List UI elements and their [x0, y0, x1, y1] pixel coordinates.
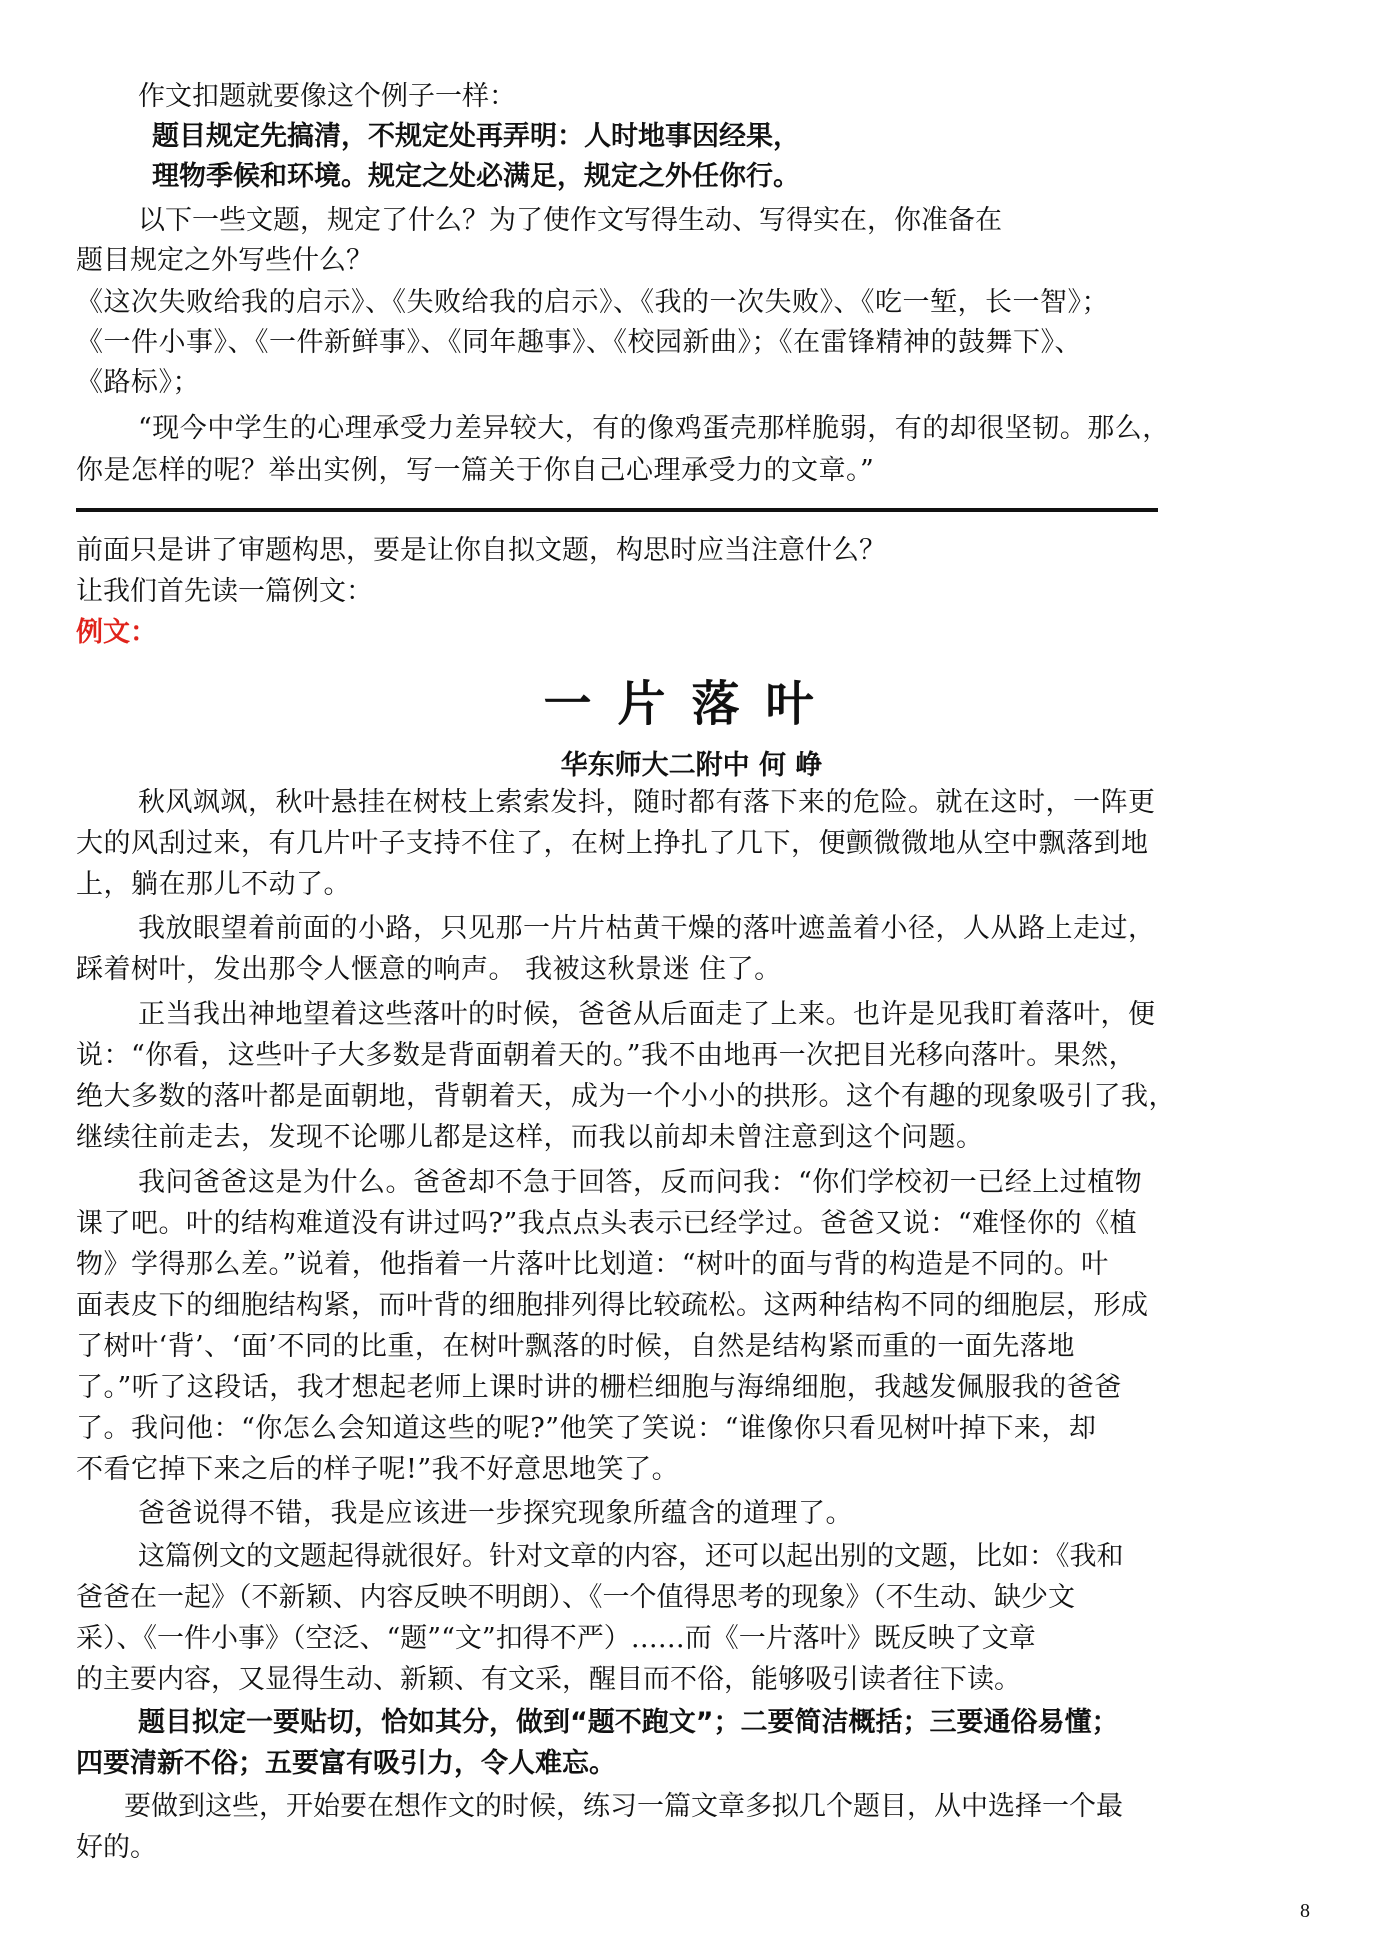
quote-line-1: “现今中学生的心理承受力差异较大，有的像鸡蛋壳那样脆弱，有的却很坚韧。那么， [138, 413, 1170, 444]
commentary-line-8: 好的。 [76, 1832, 157, 1863]
essay-line: 课了吧。叶的结构难道没有讲过吗?”我点点头表示已经学过。爸爸又说：“难怪你的《植 [76, 1208, 1138, 1239]
essay-line: 继续往前走去，发现不论哪儿都是这样，而我以前却未曾注意到这个问题。 [76, 1122, 984, 1153]
essay-author: 华东师大二附中 何 峥 [560, 750, 823, 781]
essay-line: 踩着树叶，发出那令人惬意的响声。 我被这秋景迷 住了。 [76, 954, 782, 985]
rule-line-1: 题目拟定一要贴切，恰如其分，做到“题不跑文”；二要简洁概括；三要通俗易懂； [138, 1707, 1119, 1738]
essay-line: 不看它掉下来之后的样子呢!”我不好意思地笑了。 [76, 1454, 680, 1485]
essay-line: 上，躺在那儿不动了。 [76, 869, 351, 900]
essay-line: 秋风飒飒，秋叶悬挂在树枝上索索发抖，随时都有落下来的危险。就在这时，一阵更 [138, 787, 1156, 818]
intro-line-5: 题目规定之外写些什么？ [76, 245, 373, 276]
title-list-line-2: 《一件小事》、《一件新鲜事》、《同年趣事》、《校园新曲》；《在雷锋精神的鼓舞下》、 [76, 327, 1082, 358]
essay-line: 了树叶‘背’、‘面’不同的比重，在树叶飘落的时候，自然是结构紧而重的一面先落地 [76, 1331, 1075, 1362]
essay-line: 我放眼望着前面的小路，只见那一片片枯黄干燥的落叶遮盖着小径，人从路上走过， [138, 913, 1156, 944]
essay-line: 了。”听了这段话，我才想起老师上课时讲的栅栏细胞与海绵细胞，我越发佩服我的爸爸 [76, 1372, 1122, 1403]
commentary-line-2: 爸爸在一起》（不新颖、内容反映不明朗）、《一个值得思考的现象》（不生动、缺少文 [76, 1582, 1075, 1613]
essay-line: 物》学得那么差。”说着，他指着一片落叶比划道：“树叶的面与背的构造是不同的。叶 [76, 1249, 1109, 1280]
commentary-line-3: 采）、《一件小事》（空泛、“题”“文”扣得不严）……而《一片落叶》既反映了文章 [76, 1623, 1036, 1654]
essay-line: 说：“你看，这些叶子大多数是背面朝着天的。”我不由地再一次把目光移向落叶。果然， [76, 1040, 1137, 1071]
section-divider [76, 508, 1158, 512]
section2-line-2: 让我们首先读一篇例文： [76, 576, 373, 607]
page-number: 8 [1300, 1900, 1310, 1922]
intro-line-1: 作文扣题就要像这个例子一样： [138, 81, 516, 112]
intro-line-4: 以下一些文题，规定了什么？为了使作文写得生动、写得实在，你准备在 [138, 205, 1002, 236]
section2-line-1: 前面只是讲了审题构思，要是让你自拟文题，构思时应当注意什么？ [76, 535, 886, 566]
essay-line: 爸爸说得不错，我是应该进一步探究现象所蕴含的道理了。 [138, 1498, 853, 1529]
title-list-line-1: 《这次失败给我的启示》、《失败给我的启示》、《我的一次失败》、《吃一堑，长一智》； [76, 287, 1109, 318]
mnemonic-line-2: 理物季候和环境。规定之处必满足，规定之外任你行。 [152, 161, 800, 192]
commentary-line-7: 要做到这些，开始要在想作文的时候，练习一篇文章多拟几个题目，从中选择一个最 [124, 1791, 1123, 1822]
essay-line: 面表皮下的细胞结构紧，而叶背的细胞排列得比较疏松。这两种结构不同的细胞层，形成 [76, 1290, 1149, 1321]
essay-line: 了。我问他：“你怎么会知道这些的呢?”他笑了笑说：“谁像你只看见树叶掉下来，却 [76, 1413, 1097, 1444]
example-label: 例文： [76, 617, 157, 648]
essay-line: 大的风刮过来，有几片叶子支持不住了，在树上挣扎了几下，便颤微微地从空中飘落到地 [76, 828, 1149, 859]
essay-line: 我问爸爸这是为什么。爸爸却不急于回答，反而问我：“你们学校初一已经上过植物 [138, 1167, 1143, 1198]
mnemonic-line-1: 题目规定先搞清，不规定处再弄明：人时地事因经果， [152, 121, 800, 152]
rule-line-2: 四要清新不俗；五要富有吸引力，令人难忘。 [76, 1748, 616, 1779]
title-list-line-3: 《路标》； [76, 367, 200, 398]
essay-line: 绝大多数的落叶都是面朝地，背朝着天，成为一个小小的拱形。这个有趣的现象吸引了我， [76, 1081, 1176, 1112]
essay-title: 一片落叶 [543, 676, 840, 732]
quote-line-2: 你是怎样的呢？举出实例，写一篇关于你自己心理承受力的文章。” [76, 455, 875, 486]
commentary-line-1: 这篇例文的文题起得就很好。针对文章的内容，还可以起出别的文题，比如：《我和 [138, 1541, 1124, 1572]
commentary-line-4: 的主要内容，又显得生动、新颖、有文采，醒目而不俗，能够吸引读者往下读。 [76, 1664, 1021, 1695]
essay-line: 正当我出神地望着这些落叶的时候，爸爸从后面走了上来。也许是见我盯着落叶，便 [138, 999, 1156, 1030]
